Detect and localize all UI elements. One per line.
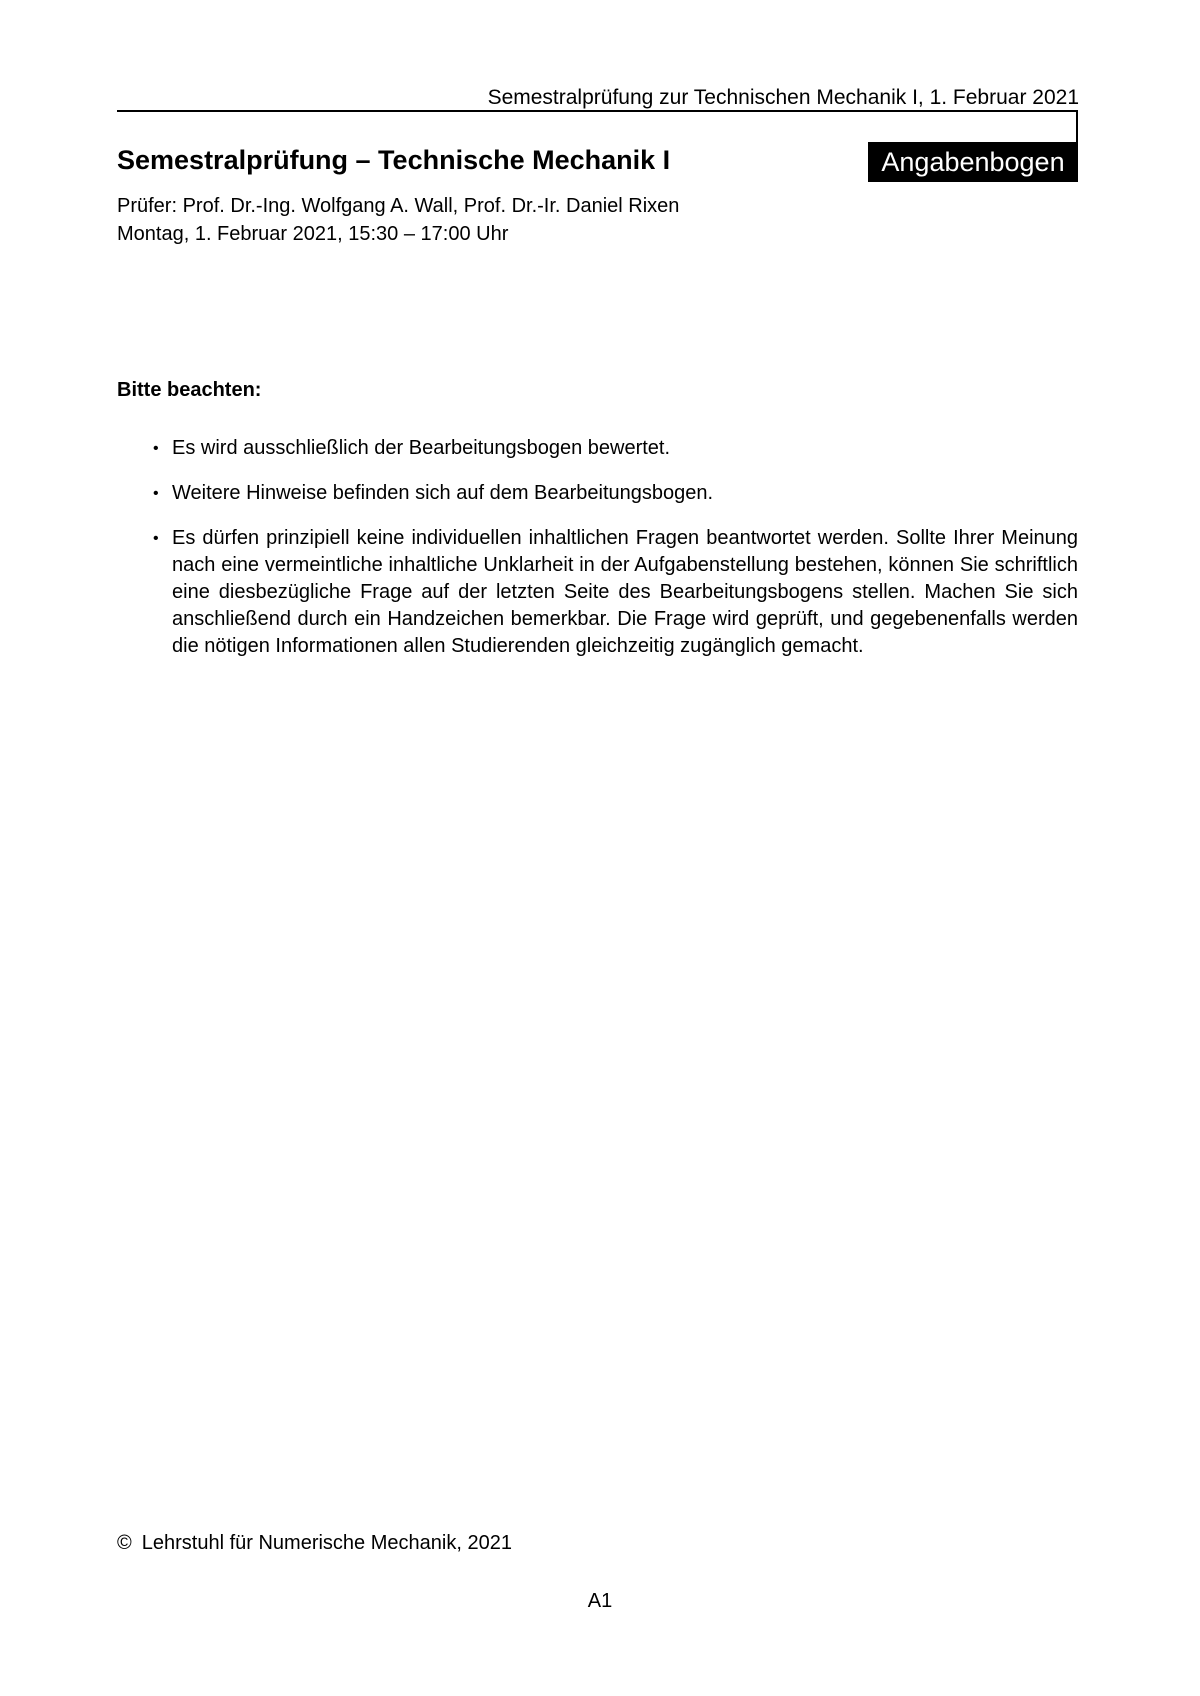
notice-item-text: Es wird ausschließlich der Bearbeitungsbogen bewertet.	[172, 437, 671, 459]
bullet-icon: •	[153, 440, 159, 457]
header-rule-tick	[1076, 110, 1078, 142]
sheet-type-badge: Angabenbogen	[868, 142, 1078, 182]
notice-list	[117, 435, 1078, 678]
notice-item	[117, 435, 1078, 462]
bullet-icon: •	[153, 530, 159, 547]
notice-item	[117, 480, 1078, 507]
running-header: Semestralprüfung zur Technischen Mechanik I, 1. Februar 2021	[487, 86, 1079, 109]
footer-copyright	[117, 1530, 512, 1556]
document-title: Semestralprüfung – Technische Mechanik I	[117, 145, 671, 175]
header-rule	[117, 110, 1078, 112]
copyright-text: Lehrstuhl für Numerische Mechanik, 2021	[141, 1532, 512, 1554]
notice-item	[117, 525, 1078, 660]
bullet-icon: •	[153, 485, 159, 502]
examiner-line: Prüfer: Prof. Dr.-Ing. Wolfgang A. Wall, Prof. Dr.-Ir. Daniel Rixen	[117, 195, 680, 217]
notice-heading: Bitte beachten:	[117, 379, 262, 401]
page-number: A1	[587, 1590, 613, 1612]
notice-item-text: Weitere Hinweise befinden sich auf dem Bearbeitungsbogen.	[172, 482, 714, 504]
copyright-icon: ©	[117, 1532, 132, 1554]
notice-item-text: Es dürfen prinzipiell keine individuellen inhaltlichen Fragen beantwortet werden. Sollte Ihrer Meinung nach eine vermeintliche inhaltliche Unklarheit in der Aufgabenstellung bestehen, können Sie schriftlich eine diesbezügliche Frage auf der letzten Seite des Bearbeitungsbogens stellen. Machen Sie sich anschließend durch ein Handzeichen bemerkbar. Die Frage wird geprüft, und gegebenenfalls werden die nötigen Informationen allen Studierenden gleichzeitig zugänglich gemacht.	[172, 527, 1078, 657]
exam-date-line: Montag, 1. Februar 2021, 15:30 – 17:00 Uhr	[117, 223, 509, 245]
